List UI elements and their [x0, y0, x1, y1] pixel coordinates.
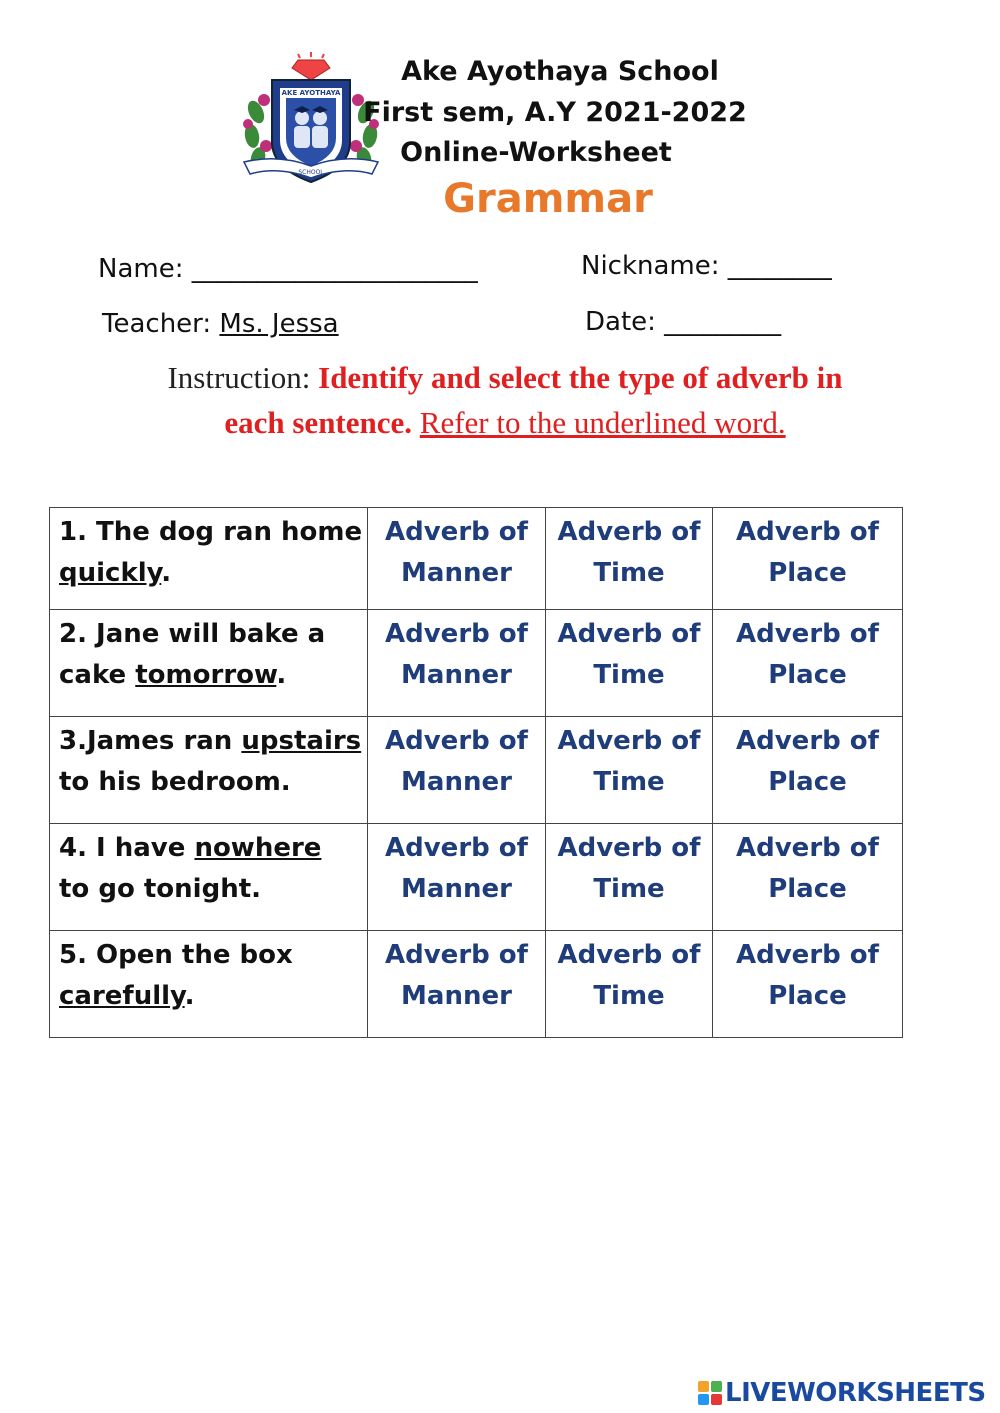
option-line: Place — [768, 558, 847, 588]
question-text: cake — [59, 660, 136, 690]
teacher-label: Teacher: — [102, 309, 212, 339]
question-text: 4. I have — [59, 833, 195, 863]
option-manner[interactable] — [368, 610, 546, 717]
option-label[interactable] — [713, 828, 902, 910]
option-line: Adverb of — [385, 833, 528, 863]
school-logo — [238, 50, 384, 196]
liveworksheets-logo-icon — [697, 1380, 723, 1406]
table-row — [50, 508, 903, 610]
underlined-adverb: nowhere — [194, 833, 322, 863]
option-line: Place — [768, 660, 847, 690]
instruction-label: Instruction: — [167, 360, 311, 395]
option-line: Adverb of — [736, 940, 879, 970]
question-1 — [50, 508, 368, 610]
date-field[interactable] — [585, 307, 781, 337]
option-time[interactable] — [546, 931, 713, 1038]
option-label[interactable] — [546, 512, 712, 594]
date-blank[interactable]: _________ — [664, 307, 782, 337]
option-line: Time — [593, 874, 665, 904]
liveworksheets-footer — [697, 1378, 986, 1408]
option-line: Adverb of — [736, 833, 879, 863]
option-line: Place — [768, 767, 847, 797]
option-place[interactable] — [713, 931, 903, 1038]
question-text: to his bedroom. — [59, 767, 291, 797]
worksheet-type: Online-Worksheet — [400, 137, 672, 168]
option-line: Manner — [401, 874, 512, 904]
option-place[interactable] — [713, 508, 903, 610]
table-row — [50, 824, 903, 931]
question-text: 2. Jane will bake a — [59, 619, 326, 649]
question-5 — [50, 931, 368, 1038]
option-time[interactable] — [546, 508, 713, 610]
option-label[interactable] — [368, 512, 545, 594]
underlined-adverb: quickly — [59, 558, 162, 588]
instruction-underlined: Refer to the underlined word. — [419, 405, 786, 440]
option-line: Manner — [401, 660, 512, 690]
option-line: Manner — [401, 767, 512, 797]
option-line: Manner — [401, 981, 512, 1011]
option-label[interactable] — [368, 935, 545, 1017]
question-text: 3.James ran — [59, 726, 242, 756]
option-label[interactable] — [713, 721, 902, 803]
name-field[interactable] — [98, 254, 478, 284]
instruction-bold-2: each sentence. — [224, 405, 413, 440]
option-label[interactable] — [368, 721, 545, 803]
name-blank[interactable]: ______________________ — [191, 254, 478, 284]
option-line: Place — [768, 981, 847, 1011]
option-time[interactable] — [546, 717, 713, 824]
option-line: Adverb of — [385, 517, 528, 547]
option-line: Adverb of — [385, 726, 528, 756]
instruction-line-2 — [30, 405, 980, 441]
liveworksheets-brand: LIVEWORKSHEETS — [725, 1378, 986, 1408]
logo-ribbon-text: SCHOOL — [298, 169, 324, 176]
option-label[interactable] — [546, 828, 712, 910]
instruction-bold-1: Identify and select the type of adverb in — [318, 360, 843, 395]
question-3 — [50, 717, 368, 824]
option-line: Time — [593, 558, 665, 588]
underlined-adverb: tomorrow — [135, 660, 277, 690]
page-title: Grammar — [443, 176, 653, 222]
table-row — [50, 931, 903, 1038]
date-label: Date: — [585, 307, 656, 337]
question-text: to go tonight. — [59, 874, 262, 904]
option-line: Adverb of — [385, 619, 528, 649]
option-label[interactable] — [713, 512, 902, 594]
underlined-adverb: upstairs — [241, 726, 362, 756]
question-text: 1. The dog ran home — [59, 517, 363, 547]
option-label[interactable] — [368, 614, 545, 696]
teacher-value: Ms. Jessa — [219, 309, 339, 339]
option-line: Adverb of — [385, 940, 528, 970]
option-label[interactable] — [713, 935, 902, 1017]
nickname-field[interactable] — [581, 251, 832, 281]
semester-line: First sem, A.Y 2021-2022 — [363, 97, 747, 128]
option-line: Time — [593, 660, 665, 690]
option-line: Adverb of — [736, 517, 879, 547]
question-text: 5. Open the box — [59, 940, 293, 970]
option-manner[interactable] — [368, 931, 546, 1038]
question-text: . — [184, 981, 195, 1011]
option-label[interactable] — [546, 721, 712, 803]
option-line: Adverb of — [736, 726, 879, 756]
option-label[interactable] — [713, 614, 902, 696]
option-line: Adverb of — [557, 833, 701, 863]
option-label[interactable] — [368, 828, 545, 910]
option-place[interactable] — [713, 824, 903, 931]
name-label: Name: — [98, 254, 184, 284]
question-2 — [50, 610, 368, 717]
question-text: . — [276, 660, 287, 690]
option-line: Adverb of — [557, 726, 701, 756]
option-line: Time — [593, 981, 665, 1011]
teacher-field — [102, 309, 339, 339]
option-place[interactable] — [713, 717, 903, 824]
option-time[interactable] — [546, 610, 713, 717]
option-line: Manner — [401, 558, 512, 588]
question-4 — [50, 824, 368, 931]
option-line: Adverb of — [557, 619, 701, 649]
option-label[interactable] — [546, 614, 712, 696]
option-line: Adverb of — [736, 619, 879, 649]
question-table — [49, 507, 903, 1038]
option-time[interactable] — [546, 824, 713, 931]
option-line: Adverb of — [557, 517, 701, 547]
option-line: Time — [593, 767, 665, 797]
table-row — [50, 717, 903, 824]
nickname-label: Nickname: — [581, 251, 720, 281]
option-manner[interactable] — [368, 508, 546, 610]
table-row — [50, 610, 903, 717]
option-manner[interactable] — [368, 717, 546, 824]
underlined-adverb: carefully — [59, 981, 185, 1011]
nickname-blank[interactable]: ________ — [727, 251, 832, 281]
instruction-line-1 — [30, 360, 980, 396]
option-place[interactable] — [713, 610, 903, 717]
option-manner[interactable] — [368, 824, 546, 931]
option-label[interactable] — [546, 935, 712, 1017]
option-line: Place — [768, 874, 847, 904]
option-line: Adverb of — [557, 940, 701, 970]
question-text: . — [161, 558, 172, 588]
logo-text: AKE AYOTHAYA — [281, 89, 341, 97]
school-name: Ake Ayothaya School — [401, 56, 719, 87]
